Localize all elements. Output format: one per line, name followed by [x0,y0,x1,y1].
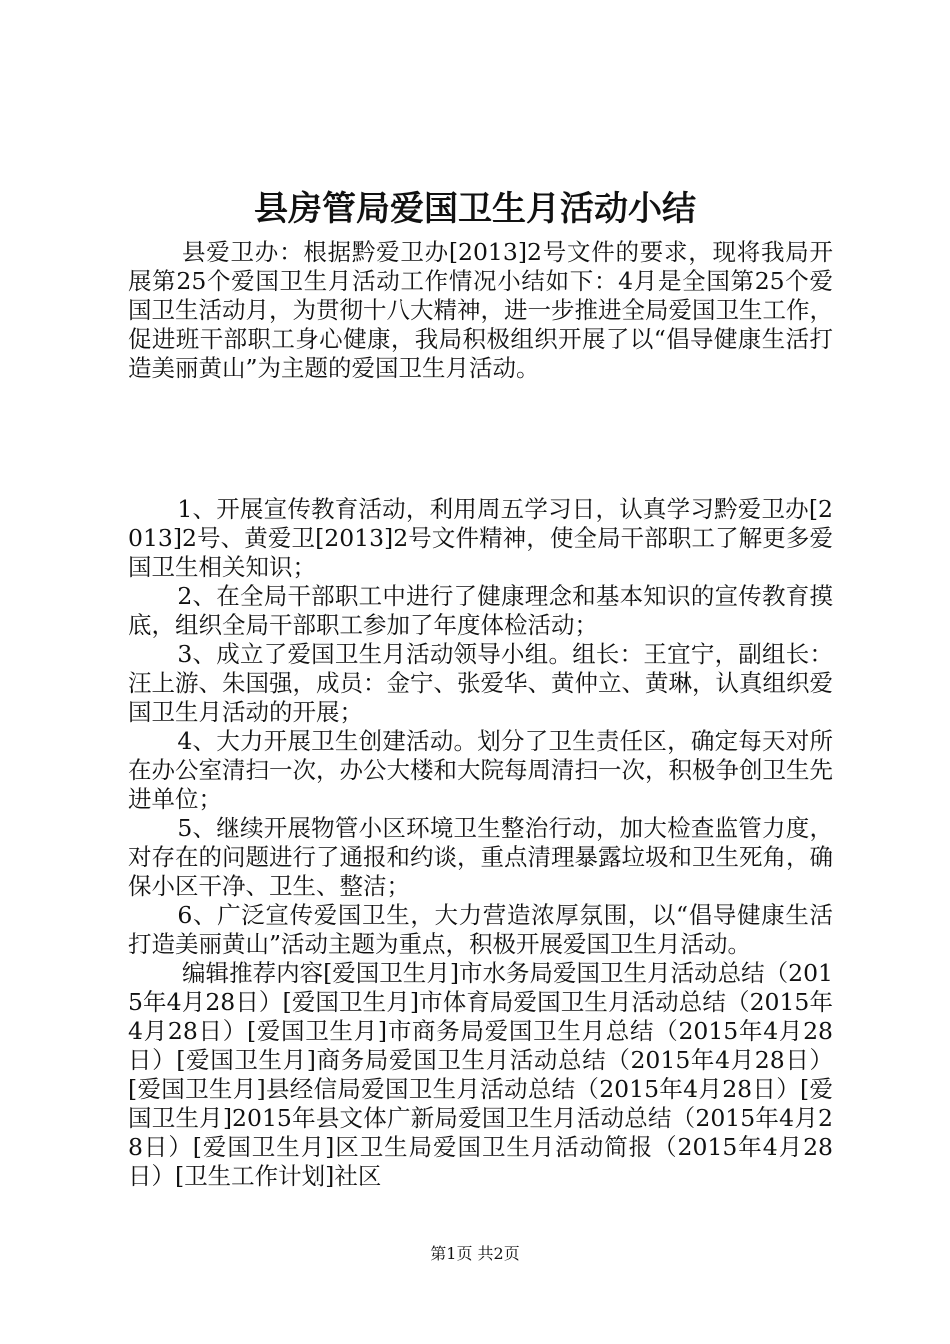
list-item-3: 3、成立了爱国卫生月活动领导小组。组长：王宜宁，副组长：汪上游、朱国强，成员：金宁、张爱华、黄仲立、黄琳，认真组织爱国卫生月活动的开展； [128,640,833,726]
recommended-content-paragraph: 编辑推荐内容[爱国卫生月]市水务局爱国卫生月活动总结（2015年4月28日）[爱国卫生月]市体育局爱国卫生月活动总结（2015年4月28日）[爱国卫生月]市商务局爱国卫生月总结（2015年4月28日）[爱国卫生月]商务局爱国卫生月活动总结（2015年4月28日）[爱国卫生月]县经信局爱国卫生月活动总结（2015年4月28日）[爱国卫生月]2015年县文体广新局爱国卫生月活动总结（2015年4月28日）[爱国卫生月]区卫生局爱国卫生月活动简报（2015年4月28日）[卫生工作计划]社区 [128,959,833,1190]
list-item-5: 5、继续开展物管小区环境卫生整治行动，加大检查监管力度，对存在的问题进行了通报和约谈，重点清理暴露垃圾和卫生死角，确保小区干净、卫生、整洁； [128,814,833,900]
list-item-4: 4、大力开展卫生创建活动。划分了卫生责任区，确定每天对所在办公室清扫一次，办公大楼和大院每周清扫一次，积极争创卫生先进单位； [128,727,833,813]
list-item-2: 2、在全局干部职工中进行了健康理念和基本知识的宣传教育摸底，组织全局干部职工参加了年度体检活动； [128,582,833,639]
paragraph-spacer [128,383,833,495]
document-title: 县房管局爱国卫生月活动小结 [254,189,696,229]
list-item-6: 6、广泛宣传爱国卫生，大力营造浓厚氛围，以“倡导健康生活打造美丽黄山”活动主题为重点，积极开展爱国卫生月活动。 [128,901,833,958]
intro-paragraph: 县爱卫办：根据黔爱卫办[2013]2号文件的要求，现将我局开展第25个爱国卫生月活动工作情况小结如下：4月是全国第25个爱国卫生活动月，为贯彻十八大精神，进一步推进全局爱国卫生工作，促进班干部职工身心健康，我局积极组织开展了以“倡导健康生活打造美丽黄山”为主题的爱国卫生月活动。 [128,238,833,382]
page-number-footer: 第1页 共2页 [430,1244,520,1263]
document-body [128,238,833,1191]
list-item-1: 1、开展宣传教育活动，利用周五学习日，认真学习黔爱卫办[2013]2号、黄爱卫[2013]2号文件精神，使全局干部职工了解更多爱国卫生相关知识； [128,495,833,581]
